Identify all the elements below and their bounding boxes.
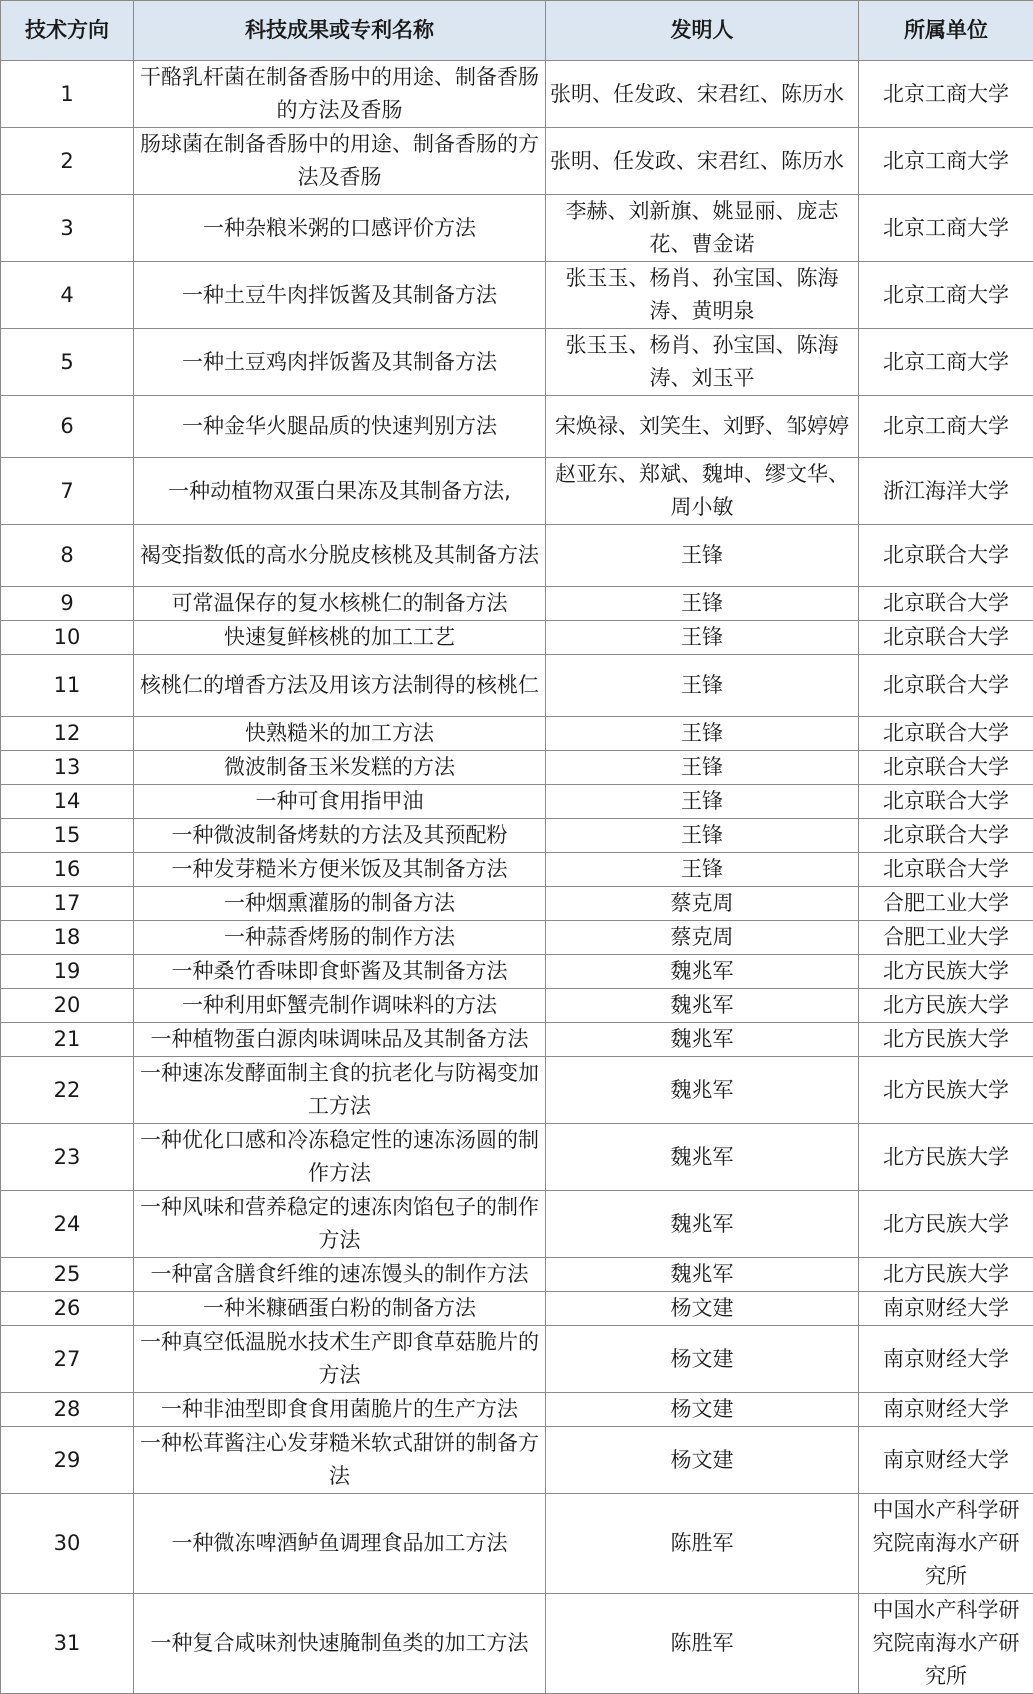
unit-cell: 北京工商大学 — [859, 128, 1033, 195]
table-row — [1, 921, 1033, 955]
inventors-cell: 杨文建 — [546, 1427, 859, 1494]
achievement-name-cell: 一种动植物双蛋白果冻及其制备方法, — [134, 458, 546, 525]
inventors-cell: 赵亚东、郑斌、魏坤、缪文华、周小敏 — [546, 458, 859, 525]
table-row — [1, 1191, 1033, 1258]
unit-cell: 南京财经大学 — [859, 1292, 1033, 1326]
achievement-name-cell: 一种速冻发酵面制主食的抗老化与防褐变加工方法 — [134, 1057, 546, 1124]
table-row — [1, 329, 1033, 396]
table-row — [1, 717, 1033, 751]
unit-cell: 北京联合大学 — [859, 621, 1033, 655]
table-row — [1, 655, 1033, 717]
unit-cell: 中国水产科学研究院南海水产研究所 — [859, 1494, 1033, 1594]
inventors-cell: 张玉玉、杨肖、孙宝国、陈海涛、刘玉平 — [546, 329, 859, 396]
header-inventors: 发明人 — [546, 1, 859, 61]
row-number-cell: 24 — [1, 1191, 134, 1258]
unit-cell: 北京联合大学 — [859, 751, 1033, 785]
table-row — [1, 785, 1033, 819]
unit-cell: 南京财经大学 — [859, 1427, 1033, 1494]
inventors-cell: 张明、任发政、宋君红、陈历水 — [546, 61, 859, 128]
row-number-cell: 3 — [1, 195, 134, 262]
row-number-cell: 26 — [1, 1292, 134, 1326]
inventors-cell: 魏兆军 — [546, 989, 859, 1023]
achievement-name-cell: 一种微冻啤酒鲈鱼调理食品加工方法 — [134, 1494, 546, 1594]
inventors-cell: 蔡克周 — [546, 887, 859, 921]
inventors-cell: 王锋 — [546, 819, 859, 853]
row-number-cell: 16 — [1, 853, 134, 887]
unit-cell: 北京联合大学 — [859, 785, 1033, 819]
row-number-cell: 18 — [1, 921, 134, 955]
achievement-name-cell: 快速复鲜核桃的加工工艺 — [134, 621, 546, 655]
achievement-name-cell: 微波制备玉米发糕的方法 — [134, 751, 546, 785]
inventors-cell: 张玉玉、杨肖、孙宝国、陈海涛、黄明泉 — [546, 262, 859, 329]
inventors-cell: 王锋 — [546, 655, 859, 717]
row-number-cell: 21 — [1, 1023, 134, 1057]
row-number-cell: 14 — [1, 785, 134, 819]
table-row — [1, 1393, 1033, 1427]
table-row — [1, 887, 1033, 921]
unit-cell: 北京工商大学 — [859, 396, 1033, 458]
inventors-cell: 蔡克周 — [546, 921, 859, 955]
table-row — [1, 751, 1033, 785]
inventors-cell: 魏兆军 — [546, 1023, 859, 1057]
row-number-cell: 4 — [1, 262, 134, 329]
row-number-cell: 8 — [1, 525, 134, 587]
achievement-name-cell: 一种烟熏灌肠的制备方法 — [134, 887, 546, 921]
row-number-cell: 25 — [1, 1258, 134, 1292]
table-row — [1, 1124, 1033, 1191]
achievement-name-cell: 一种发芽糙米方便米饭及其制备方法 — [134, 853, 546, 887]
unit-cell: 南京财经大学 — [859, 1326, 1033, 1393]
inventors-cell: 王锋 — [546, 525, 859, 587]
unit-cell: 合肥工业大学 — [859, 921, 1033, 955]
achievement-name-cell: 一种金华火腿品质的快速判别方法 — [134, 396, 546, 458]
unit-cell: 北京工商大学 — [859, 329, 1033, 396]
row-number-cell: 11 — [1, 655, 134, 717]
achievement-name-cell: 一种植物蛋白源肉味调味品及其制备方法 — [134, 1023, 546, 1057]
row-number-cell: 19 — [1, 955, 134, 989]
header-tech-direction: 技术方向 — [1, 1, 134, 61]
achievement-name-cell: 一种米糠硒蛋白粉的制备方法 — [134, 1292, 546, 1326]
inventors-cell: 魏兆军 — [546, 1191, 859, 1258]
row-number-cell: 22 — [1, 1057, 134, 1124]
achievement-name-cell: 肠球菌在制备香肠中的用途、制备香肠的方法及香肠 — [134, 128, 546, 195]
achievement-name-cell: 一种真空低温脱水技术生产即食草菇脆片的方法 — [134, 1326, 546, 1393]
row-number-cell: 2 — [1, 128, 134, 195]
row-number-cell: 6 — [1, 396, 134, 458]
inventors-cell: 杨文建 — [546, 1393, 859, 1427]
row-number-cell: 15 — [1, 819, 134, 853]
inventors-cell: 李赫、刘新旗、姚显丽、庞志花、曹金诺 — [546, 195, 859, 262]
table-row — [1, 621, 1033, 655]
header-achievement-name: 科技成果或专利名称 — [134, 1, 546, 61]
unit-cell: 北京联合大学 — [859, 525, 1033, 587]
table-row — [1, 1023, 1033, 1057]
unit-cell: 北京工商大学 — [859, 195, 1033, 262]
unit-cell: 北方民族大学 — [859, 1023, 1033, 1057]
row-number-cell: 13 — [1, 751, 134, 785]
inventors-cell: 王锋 — [546, 587, 859, 621]
table-row — [1, 1427, 1033, 1494]
unit-cell: 浙江海洋大学 — [859, 458, 1033, 525]
inventors-cell: 王锋 — [546, 853, 859, 887]
achievement-name-cell: 核桃仁的增香方法及用该方法制得的核桃仁 — [134, 655, 546, 717]
achievement-name-cell: 一种土豆鸡肉拌饭酱及其制备方法 — [134, 329, 546, 396]
row-number-cell: 27 — [1, 1326, 134, 1393]
row-number-cell: 17 — [1, 887, 134, 921]
inventors-cell: 王锋 — [546, 621, 859, 655]
achievement-name-cell: 可常温保存的复水核桃仁的制备方法 — [134, 587, 546, 621]
achievement-name-cell: 一种土豆牛肉拌饭酱及其制备方法 — [134, 262, 546, 329]
achievement-name-cell: 一种微波制备烤麸的方法及其预配粉 — [134, 819, 546, 853]
table-row — [1, 853, 1033, 887]
table-row — [1, 128, 1033, 195]
inventors-cell: 宋焕禄、刘笑生、刘野、邹婷婷 — [546, 396, 859, 458]
inventors-cell: 王锋 — [546, 785, 859, 819]
achievement-name-cell: 一种蒜香烤肠的制作方法 — [134, 921, 546, 955]
row-number-cell: 7 — [1, 458, 134, 525]
achievement-name-cell: 一种利用虾蟹壳制作调味料的方法 — [134, 989, 546, 1023]
table-row — [1, 587, 1033, 621]
inventors-cell: 张明、任发政、宋君红、陈历水 — [546, 128, 859, 195]
unit-cell: 北方民族大学 — [859, 1191, 1033, 1258]
inventors-cell: 魏兆军 — [546, 955, 859, 989]
achievement-name-cell: 一种风味和营养稳定的速冻肉馅包子的制作方法 — [134, 1191, 546, 1258]
unit-cell: 北京联合大学 — [859, 655, 1033, 717]
inventors-cell: 魏兆军 — [546, 1124, 859, 1191]
achievement-name-cell: 一种富含膳食纤维的速冻馒头的制作方法 — [134, 1258, 546, 1292]
row-number-cell: 29 — [1, 1427, 134, 1494]
inventors-cell: 王锋 — [546, 751, 859, 785]
row-number-cell: 30 — [1, 1494, 134, 1594]
table-body — [1, 61, 1033, 1694]
unit-cell: 北京工商大学 — [859, 262, 1033, 329]
table-row — [1, 1258, 1033, 1292]
unit-cell: 北方民族大学 — [859, 1258, 1033, 1292]
achievement-name-cell: 褐变指数低的高水分脱皮核桃及其制备方法 — [134, 525, 546, 587]
table-row — [1, 1594, 1033, 1694]
inventors-cell: 魏兆军 — [546, 1258, 859, 1292]
row-number-cell: 9 — [1, 587, 134, 621]
unit-cell: 北方民族大学 — [859, 989, 1033, 1023]
achievement-name-cell: 一种桑竹香味即食虾酱及其制备方法 — [134, 955, 546, 989]
inventors-cell: 陈胜军 — [546, 1494, 859, 1594]
row-number-cell: 23 — [1, 1124, 134, 1191]
row-number-cell: 1 — [1, 61, 134, 128]
unit-cell: 北京联合大学 — [859, 587, 1033, 621]
table-row — [1, 819, 1033, 853]
achievement-name-cell: 一种松茸酱注心发芽糙米软式甜饼的制备方法 — [134, 1427, 546, 1494]
table-row — [1, 396, 1033, 458]
achievement-name-cell: 一种杂粮米粥的口感评价方法 — [134, 195, 546, 262]
inventors-cell: 杨文建 — [546, 1292, 859, 1326]
achievement-name-cell: 一种复合咸味剂快速腌制鱼类的加工方法 — [134, 1594, 546, 1694]
table-row — [1, 61, 1033, 128]
unit-cell: 北京联合大学 — [859, 717, 1033, 751]
inventors-cell: 陈胜军 — [546, 1594, 859, 1694]
table-row — [1, 1494, 1033, 1594]
unit-cell: 北方民族大学 — [859, 1124, 1033, 1191]
row-number-cell: 10 — [1, 621, 134, 655]
unit-cell: 北京工商大学 — [859, 61, 1033, 128]
inventors-cell: 魏兆军 — [546, 1057, 859, 1124]
row-number-cell: 28 — [1, 1393, 134, 1427]
table-header — [1, 1, 1033, 61]
inventors-cell: 杨文建 — [546, 1326, 859, 1393]
achievement-name-cell: 快熟糙米的加工方法 — [134, 717, 546, 751]
unit-cell: 中国水产科学研究院南海水产研究所 — [859, 1594, 1033, 1694]
row-number-cell: 5 — [1, 329, 134, 396]
achievement-name-cell: 一种优化口感和冷冻稳定性的速冻汤圆的制作方法 — [134, 1124, 546, 1191]
unit-cell: 北京联合大学 — [859, 853, 1033, 887]
table-row — [1, 525, 1033, 587]
row-number-cell: 20 — [1, 989, 134, 1023]
table-row — [1, 989, 1033, 1023]
achievement-name-cell: 一种可食用指甲油 — [134, 785, 546, 819]
achievement-name-cell: 干酪乳杆菌在制备香肠中的用途、制备香肠的方法及香肠 — [134, 61, 546, 128]
table-row — [1, 1292, 1033, 1326]
row-number-cell: 31 — [1, 1594, 134, 1694]
table-row — [1, 1057, 1033, 1124]
unit-cell: 北方民族大学 — [859, 955, 1033, 989]
unit-cell: 北京联合大学 — [859, 819, 1033, 853]
table-row — [1, 195, 1033, 262]
unit-cell: 合肥工业大学 — [859, 887, 1033, 921]
table-row — [1, 955, 1033, 989]
inventors-cell: 王锋 — [546, 717, 859, 751]
table-row — [1, 458, 1033, 525]
table-row — [1, 262, 1033, 329]
table-row — [1, 1326, 1033, 1393]
row-number-cell: 12 — [1, 717, 134, 751]
unit-cell: 南京财经大学 — [859, 1393, 1033, 1427]
achievement-name-cell: 一种非油型即食食用菌脆片的生产方法 — [134, 1393, 546, 1427]
unit-cell: 北方民族大学 — [859, 1057, 1033, 1124]
header-row — [1, 1, 1033, 61]
header-unit: 所属单位 — [859, 1, 1033, 61]
